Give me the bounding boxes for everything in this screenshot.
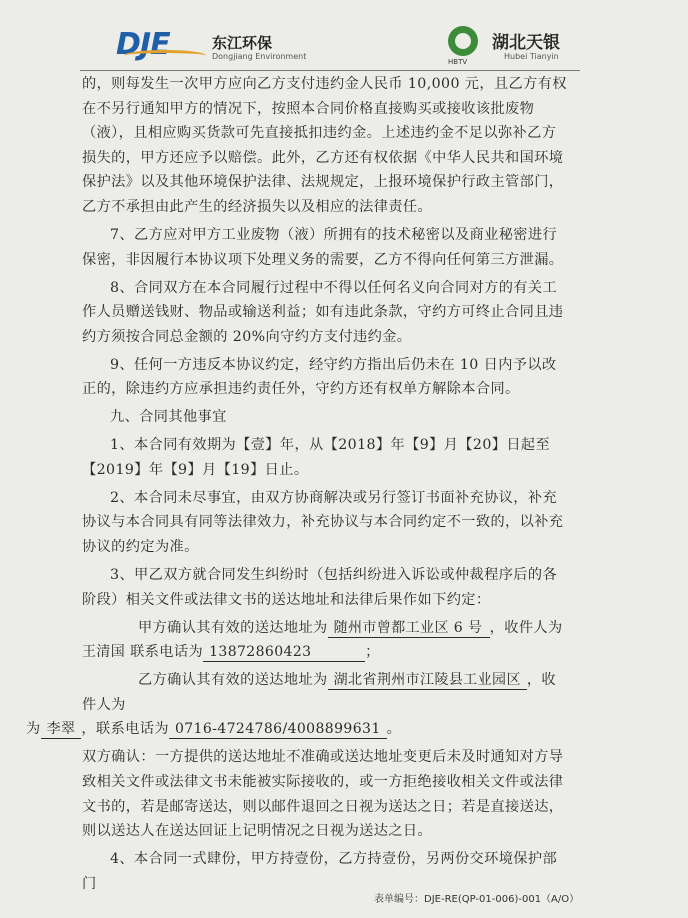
- dje-logo-mark: DJE: [116, 27, 170, 62]
- party-a-recipient: 王清国: [82, 644, 126, 661]
- hubei-tianyin-logo: [438, 22, 588, 70]
- item-3-service-address: 3、甲乙双方就合同发生纠纷时（包括纠纷进入诉讼或仲裁程序后的各阶段）相关文件或法律文书的送达地址和法律后果作如下约定：: [82, 567, 558, 608]
- header-divider: [80, 70, 580, 71]
- party-b-phone-label: ，联系电话为: [81, 721, 169, 738]
- hubei-logo-chinese-name: 湖北天银: [492, 33, 560, 53]
- dje-swoosh-icon: [124, 50, 206, 61]
- hubei-logo-abbrev: HBTV: [448, 58, 468, 66]
- party-b-phone: 0716-4724786/4008899631: [169, 720, 387, 739]
- party-a-mid: ，收件人为: [489, 619, 563, 636]
- clause-9: 9、任何一方违反本协议约定，经守约方指出后仍未在 10 日内予以改正的，除违约方应承担违约责任外，守约方还有权单方解除本合同。: [82, 356, 557, 398]
- section-heading: 九、合同其他事宜: [110, 409, 227, 426]
- party-a-address: 随州市曾都工业区 6 号: [328, 619, 490, 638]
- party-a-phone-label: 联系电话为: [130, 644, 204, 661]
- party-a-end: ；: [365, 644, 380, 661]
- party-a-address-line: [82, 616, 570, 665]
- item-4-copies: 4、本合同一式肆份，甲方持壹份，乙方持壹份，另两份交环境保护部门: [82, 851, 558, 892]
- party-b-end: 。: [386, 721, 402, 738]
- hubei-logo-english-name: Hubei Tianyin: [504, 52, 559, 61]
- clause-8: 8、合同双方在本合同履行过程中不得以任何名义向合同对方的有关工作人员赠送钱财、物品或输送利益；如有违此条款，守约方可终止合同且违约方须按合同总金额的 20%向守约方支付违约金。: [82, 279, 564, 345]
- party-b-mid: ，收件人为: [82, 672, 557, 713]
- dje-logo-english-name: Dongjiang Environment: [212, 52, 307, 61]
- item-2-supplement: 2、本合同未尽事宜，由双方协商解决或另行签订书面补充协议，补充协议与本合同具有同等法律效力，补充协议与本合同约定不一致的，以补充协议的约定为准。: [82, 489, 564, 556]
- paragraph-continuation: 的，则每发生一次甲方应向乙方支付违约金人民币 10,000 元，且乙方有权在不另行通知甲方的情况下，按照本合同价格直接购买或接收该批废物（液），且相应购买货款可先直接抵扣违约金。上述违约金不足以弥补乙方损失的，甲方还应予以赔偿。此外，乙方还有权依据《中华人民共和国环境保护法》以及其他环境保护法律、法规规定，上报环境保护行政主管部门，乙方不承担由此产生的经济损失以及相应的法律责任。: [82, 76, 567, 215]
- item-1-validity: 1、本合同有效期为【壹】年，从【2018】年【9】月【20】日起至【2019】年【9】月【19】日止。: [82, 437, 551, 478]
- contract-body: [26, 72, 570, 900]
- form-number: 表单编号：DJE-RE(QP-01-006)-001（A/O）: [374, 894, 580, 905]
- party-b-recipient: 李翠: [41, 720, 82, 739]
- party-b-address-line: 乙方确认其有效的送达地址为 湖北省荆州市江陵县工业园区 ，收件人为 为 李翠 ，联系电话为 0716-4724786/4008899631 。: [26, 672, 557, 738]
- party-a-prefix: 甲方确认其有效的送达地址为: [138, 619, 328, 636]
- dje-logo: [116, 28, 316, 68]
- party-b-address: 湖北省荆州市江陵县工业园区: [328, 671, 527, 690]
- party-b-prefix: 乙方确认其有效的送达地址为: [138, 672, 328, 689]
- page-header: [0, 18, 688, 70]
- service-confirmation: 双方确认：一方提供的送达地址不准确或送达地址变更后未及时通知对方导致相关文件或法律文书未能被实际接收的，或一方拒绝接收相关文件或法律文书的，若是邮寄送达，则以邮件退回之日视为送达之日；若是直接送达，则以送达人在送达回证上记明情况之日视为送达之日。: [82, 749, 564, 840]
- dje-logo-chinese-name: 东江环保: [212, 34, 273, 52]
- hubei-emblem-icon: [448, 26, 478, 56]
- party-a-phone: 13872860423: [203, 643, 365, 662]
- clause-7: 7、乙方应对甲方工业废物（液）所拥有的技术秘密以及商业秘密进行保密，非因履行本协议项下处理义务的需要，乙方不得向任何第三方泄漏。: [82, 226, 564, 268]
